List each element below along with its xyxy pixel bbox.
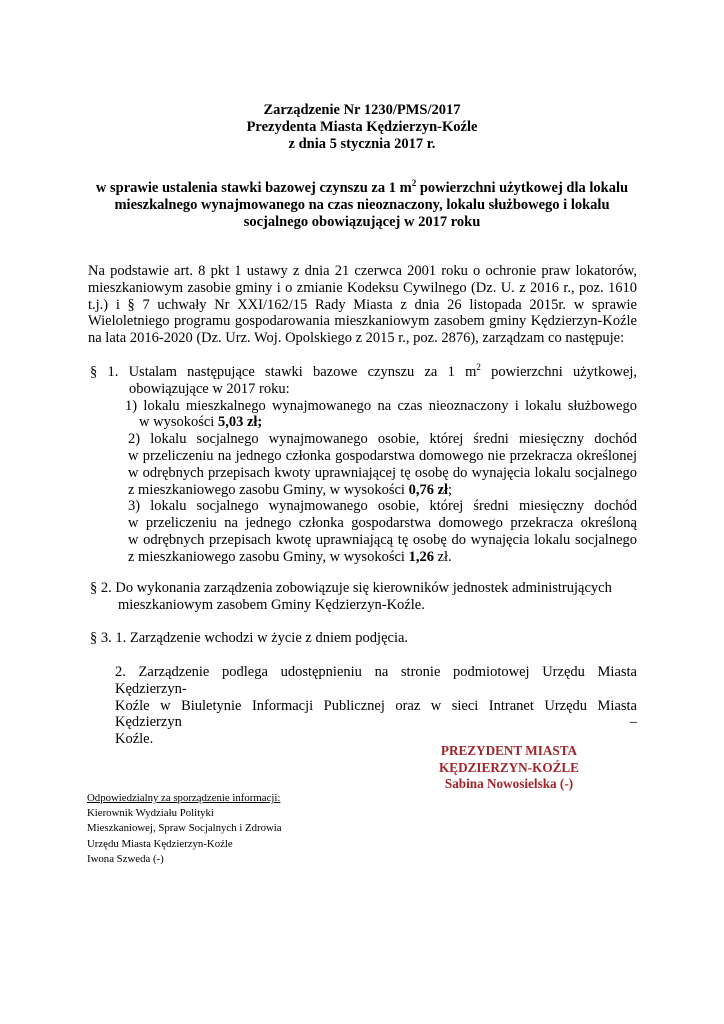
rate-value-2: 0,76 zł (408, 481, 449, 498)
responsible-name: Iwona Szweda (-) (87, 852, 164, 865)
section-2: § 2. Do wykonania zarządzenia zobowiązuje się kierowników jednostek administrujących mieszkaniowym zasobem Gminy Kędzierzyn-Koźle. (90, 580, 612, 613)
signature-block (400, 743, 618, 793)
section-1-lead: § 1. Ustalam następujące stawki bazowe czynszu za 1 $m^2$ powierzchni użytkowej, (90, 362, 638, 380)
subject-line-3: socjalnego obowiązującej w 2017 roku (243, 214, 481, 230)
rate-value-1: 5,03 zł; (217, 414, 263, 431)
signature-title: PREZYDENT MIASTA (440, 743, 578, 758)
section-3: § 3. 1. Zarządzenie wchodzi w życie z dniem podjęcia. (90, 630, 409, 646)
responsible-person-block: Odpowiedzialny za sporządzenie informacji: Kierownik Wydziału Polityki Mieszkaniowej, Spraw Socjalnych i Zdrowia Urzędu Miasta Kędzierzyn-Koźle Iwona Szweda (-) (87, 791, 282, 867)
ordinance-issuer: Prezydenta Miasta Kędzierzyn-Koźle (246, 119, 478, 135)
rate-item-3: 3) lokalu socjalnego wynajmowanego osobie, której średni miesięczny dochód w przeliczeniu na jednego członka gospodarstwa domowego przekracza określoną w odrębnych przepisach kwotę uprawniającą tę osobę do wynajęcia lokalu socjalnego z mieszkaniowego zasobu Gminy, w wysokości 1,26 zł. (128, 498, 637, 565)
subject-line-2: mieszkalnego wynajmowanego na czas nieoznaczony, lokalu służbowego i lokalu (114, 197, 610, 213)
responsible-heading: Odpowiedzialny za sporządzenie informacji: (87, 792, 281, 804)
ordinance-number: Zarządzenie Nr 1230/PMS/2017 (263, 102, 461, 118)
document-subject (80, 180, 644, 231)
signature-city: KĘDZIERZYN-KOŹLE (439, 759, 579, 775)
signature-name: Sabina Nowosielska (-) (444, 776, 574, 791)
section-1: § 1. Ustalam następujące stawki bazowe czynszu za 1 $m^2$ powierzchni użytkowej, obowiązujące w 2017 roku: 1) lokalu mieszkalnego wynajmowanego na czas nieoznaczony i lokalu służbowego w wysokości 5,03 zł; 2) lokalu socjalnego wynajmowanego osobie, której średni miesięczny dochód w przeliczeniu na jednego członka gospodarstwa domowego nie przekracza określonej w odrębnych przepisach kwoty uprawniającej tę osobę do wynajęcia lokalu socjalnego z mieszkaniowego zasobu Gminy, w wysokości 0,76 zł; 3) lokalu socjalnego wynajmowanego osobie, której średni miesięczny dochód w przeliczeniu na jednego członka gospodarstwa domowego przekracza określoną w odrębnych przepisach kwotę uprawniającą tę osobę do wynajęcia lokalu socjalnego z mieszkaniowego zasobu Gminy, w wysokości 1,26 zł. (90, 362, 638, 565)
section-3-point-2: 2. Zarządzenie podlega udostępnieniu na stronie podmiotowej Urzędu Miasta Kędzierzyn- Koźle w Biuletynie Informacji Publicznej oraz w sieci Intranet Urzędu Miasta Kędzierzyn – Koźle. (115, 664, 637, 748)
legal-basis-paragraph: Na podstawie art. 8 pkt 1 ustawy z dnia 21 czerwca 2001 roku o ochronie praw lokatorów, mieszkaniowym zasobie gminy i o zmianie Kodeksu Cywilnego (Dz. U. z 2016 r., poz. 1610 t.j.) i § 7 uchwały Nr XXI/162/15 Rady Miasta z dnia 26 listopada 2015r. w sprawie Wieloletniego programu gospodarowania mieszkaniowym zasobem gminy Kędzierzyn-Koźle na lata 2016-2020 (Dz. Urz. Woj. Opolskiego z 2015 r., poz. 2876), zarządzam co następuje: (88, 263, 637, 347)
rate-item-2: 2) lokalu socjalnego wynajmowanego osobie, której średni miesięczny dochód w przeliczeniu na jednego członka gospodarstwa domowego nie przekracza określonej w odrębnych przepisach kwoty uprawniającej tę osobę do wynajęcia lokalu socjalnego z mieszkaniowego zasobu Gminy, w wysokości 0,76 zł; (128, 431, 637, 498)
document-header (150, 102, 574, 153)
ordinance-date: z dnia 5 stycznia 2017 r. (288, 136, 436, 152)
rate-value-3: 1,26 (408, 548, 434, 565)
subject-line-1: w sprawie ustalenia stawki bazowej czynszu za 1 $m^2$ powierzchni użytkowej dla lokalu (95, 178, 629, 196)
rate-item-1: 1) lokalu mieszkalnego wynajmowanego na czas nieoznaczony i lokalu służbowego w wysokości 5,03 zł; (125, 397, 637, 431)
